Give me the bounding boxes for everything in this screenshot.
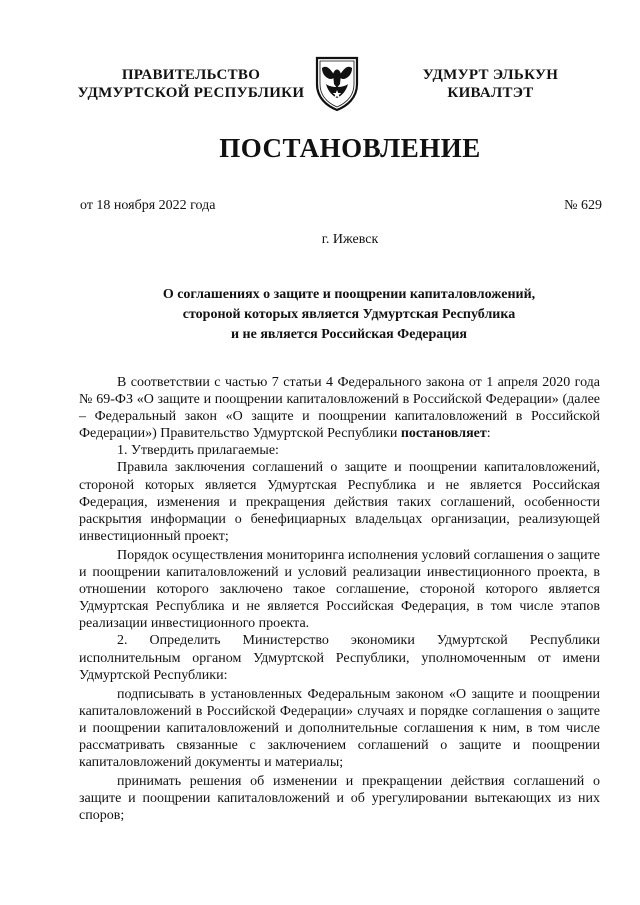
header-left-line2: УДМУРТСКОЙ РЕСПУБЛИКИ [77, 85, 305, 101]
header-right-line2: КИВАЛТЭТ [447, 85, 534, 101]
header-left-line1: ПРАВИТЕЛЬСТВО [121, 67, 261, 83]
header-right-line1: УДМУРТ ЭЛЬКУН [422, 67, 559, 83]
document-number: № 629 [564, 198, 602, 213]
paragraph-item-1: 1. Утвердить прилагаемые: [117, 443, 279, 459]
government-name-russian [62, 66, 320, 102]
paragraph-decisions: принимать решения об изменении и прекращении действия соглашений о защите и поощрении капиталовложений и об урегулировании вытекающих из них споров; [79, 774, 600, 824]
title-line-1: О соглашениях о защите и поощрении капиталовложений, [162, 287, 536, 302]
preamble-end: : [486, 426, 491, 442]
document-title [110, 285, 588, 345]
preamble-bold-word: постановляет [400, 426, 487, 442]
paragraph-preamble [79, 374, 600, 442]
paragraph-item-2: 2. Определить Министерство экономики Удмуртской Республики исполнительным органом Удмуртской Республики, уполномоченным от имени Удмуртской Республики: [79, 633, 600, 683]
document-date: от 18 ноября 2022 года [80, 198, 216, 213]
document-city: г. Ижевск [321, 232, 379, 247]
title-line-3: и не является Российская Федерация [230, 327, 468, 342]
document-type-heading: ПОСТАНОВЛЕНИЕ [219, 133, 481, 163]
government-name-udmurt [388, 66, 593, 102]
preamble-text: В соответствии с частью 7 статьи 4 Федерального закона от 1 апреля 2020 года № 69-ФЗ «О защите и поощрении капиталовложений в Российской Федерации» (далее – Федеральный закон «О защите и поощрении капиталовложений в Российской Федерации») Правительство Удмуртской Республики [79, 375, 600, 442]
document-body [79, 374, 600, 824]
title-line-2: стороной которых является Удмуртская Республика [182, 307, 516, 322]
paragraph-rules: Правила заключения соглашений о защите и поощрении капиталовложений, стороной которых является Удмуртская Республика и не является Российская Федерация, изменения и прекращения действия таких соглашений, особенности раскрытия информации о бенефициарных владельцах организации, реализующей инвестиционный проект; [79, 460, 600, 544]
paragraph-sign-agreements: подписывать в установленных Федеральным законом «О защите и поощрении капиталовложений в Российской Федерации» случаях и порядке соглашения о защите и поощрении капиталовложений и дополнительные соглашения к ним, в том числе рассматривать связанные с заключением соглашений о защите и поощрении капиталовложений документы и материалы; [79, 686, 600, 771]
coat-of-arms-icon [313, 54, 361, 112]
paragraph-procedure: Порядок осуществления мониторинга исполнения условий соглашения о защите и поощрении капиталовложений и условий реализации инвестиционного проекта, в отношении которого заключено такое соглашение, стороной которого является Удмуртская Республика и не является Российская Федерация, в том числе этапов реализации инвестиционного проекта. [79, 547, 600, 632]
